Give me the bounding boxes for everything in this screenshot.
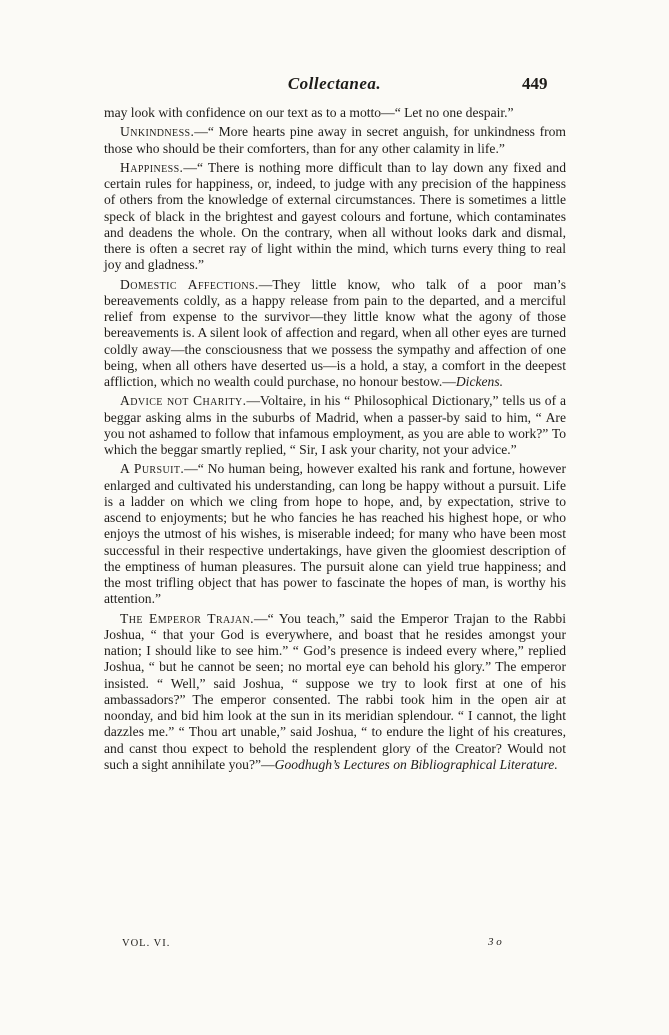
signature-mark: 3 o (488, 936, 502, 948)
paragraph-source: Dickens. (455, 374, 504, 389)
paragraph-text: —“ More hearts pine away in secret anguish, for unkindness from those who should be their comforters, than for any other calamity in life.” (104, 124, 566, 156)
paragraph-text: —Voltaire, in his “ Philosophical Dictionary,” tells us of a beggar asking alms in the suburbs of Madrid, when a passer-by said to him, “ Are you not ashamed to follow that infamous employment, as you are able to work?” To which the beggar smartly replied, “ Sir, I ask your charity, not your advice.” (104, 393, 566, 457)
paragraph-heading: Happiness. (120, 159, 184, 175)
paragraph-text: —“ You teach,” said the Emperor Trajan to the Rabbi Joshua, “ that your God is everywhere, and boast that he resides amongst your nation; I should like to see him.” “ God’s presence is indeed every where,” replied Joshua, “ but he cannot be seen; no mortal eye can behold his glory.” The emperor insisted. “ Well,” said Joshua, “ suppose we try to look first at one of his ambassadors?” The emperor consented. The rabbi took him in the open air at noonday, and bid him look at the sun in its meridian splendour. “ I cannot, the light dazzles me.” “ Thou art unable,” said Joshua, “ to endure the light of his creatures, and canst thou expect to behold the resplendent glory of the Creator? Would not such a sight annihilate you?”— (104, 610, 567, 772)
paragraph-heading: The Emperor Trajan. (120, 610, 254, 626)
paragraph-continuation (104, 105, 566, 121)
paragraph-emperor-trajan (104, 611, 566, 774)
paragraph-a-pursuit (104, 461, 566, 607)
paragraph-heading: A Pursuit. (120, 461, 185, 477)
paragraph-source: Goodhugh’s Lectures on Bibliographical Literature. (274, 756, 558, 772)
page-number: 449 (522, 74, 548, 93)
paragraph-unkindness (104, 124, 566, 157)
paragraph-heading: Unkindness. (120, 124, 195, 140)
paragraph-text: may look with confidence on our text as to a motto—“ Let no one despair.” (104, 105, 514, 120)
paragraph-happiness (104, 160, 566, 274)
paragraph-text: —“ There is nothing more difficult than to lay down any fixed and certain rules for happiness, or, indeed, to judge with any precision of the happiness of others from the knowledge of external circumstances. There is sometimes a little speck of black in the brightest and gayest colours and fortune, which contaminates and deadens the whole. On the contrary, when all without looks dark and dismal, there is often a secret ray of light within the mind, which turns every thing to real joy and gladness.” (104, 159, 566, 273)
paragraph-heading: Domestic Affections. (120, 276, 259, 292)
running-title: Collectanea. (287, 74, 382, 93)
paragraph-domestic-affections (104, 277, 566, 391)
volume-label: VOL. VI. (122, 938, 171, 949)
paragraph-advice-not-charity (104, 393, 566, 458)
paragraph-text: —They little know, who talk of a poor man’s bereavements coldly, as a happy release from pain to the departed, and a merciful relief from expense to the survivor—they little know what the agony of those bereavements is. A silent look of affection and regard, when all other eyes are turned coldly away—the consciousness that we possess the sympathy and affection of one being, when all others have deserted us—is a hold, a stay, a comfort in the deepest affliction, which no wealth could purchase, no honour bestow.— (104, 276, 566, 389)
paragraph-heading: Advice not Charity. (120, 393, 247, 409)
paragraph-text: —“ No human being, however exalted his rank and fortune, however enlarged and cultivated his understanding, can long be happy without a pursuit. Life is a ladder on which we cling from hope to hope, and, by expectation, strive to ascend to enjoyments; but he who fancies he has reached his highest hope, or who enjoys the utmost of his wishes, is miserable indeed; for many who have been most successful in their respective undertakings, have given the gloomiest description of the emptiness of human pleasures. The pursuit alone can yield true happiness; and the most trifling object that has power to fascinate the hopes of man, is worthy his attention.” (104, 461, 566, 607)
page-body (104, 105, 566, 776)
